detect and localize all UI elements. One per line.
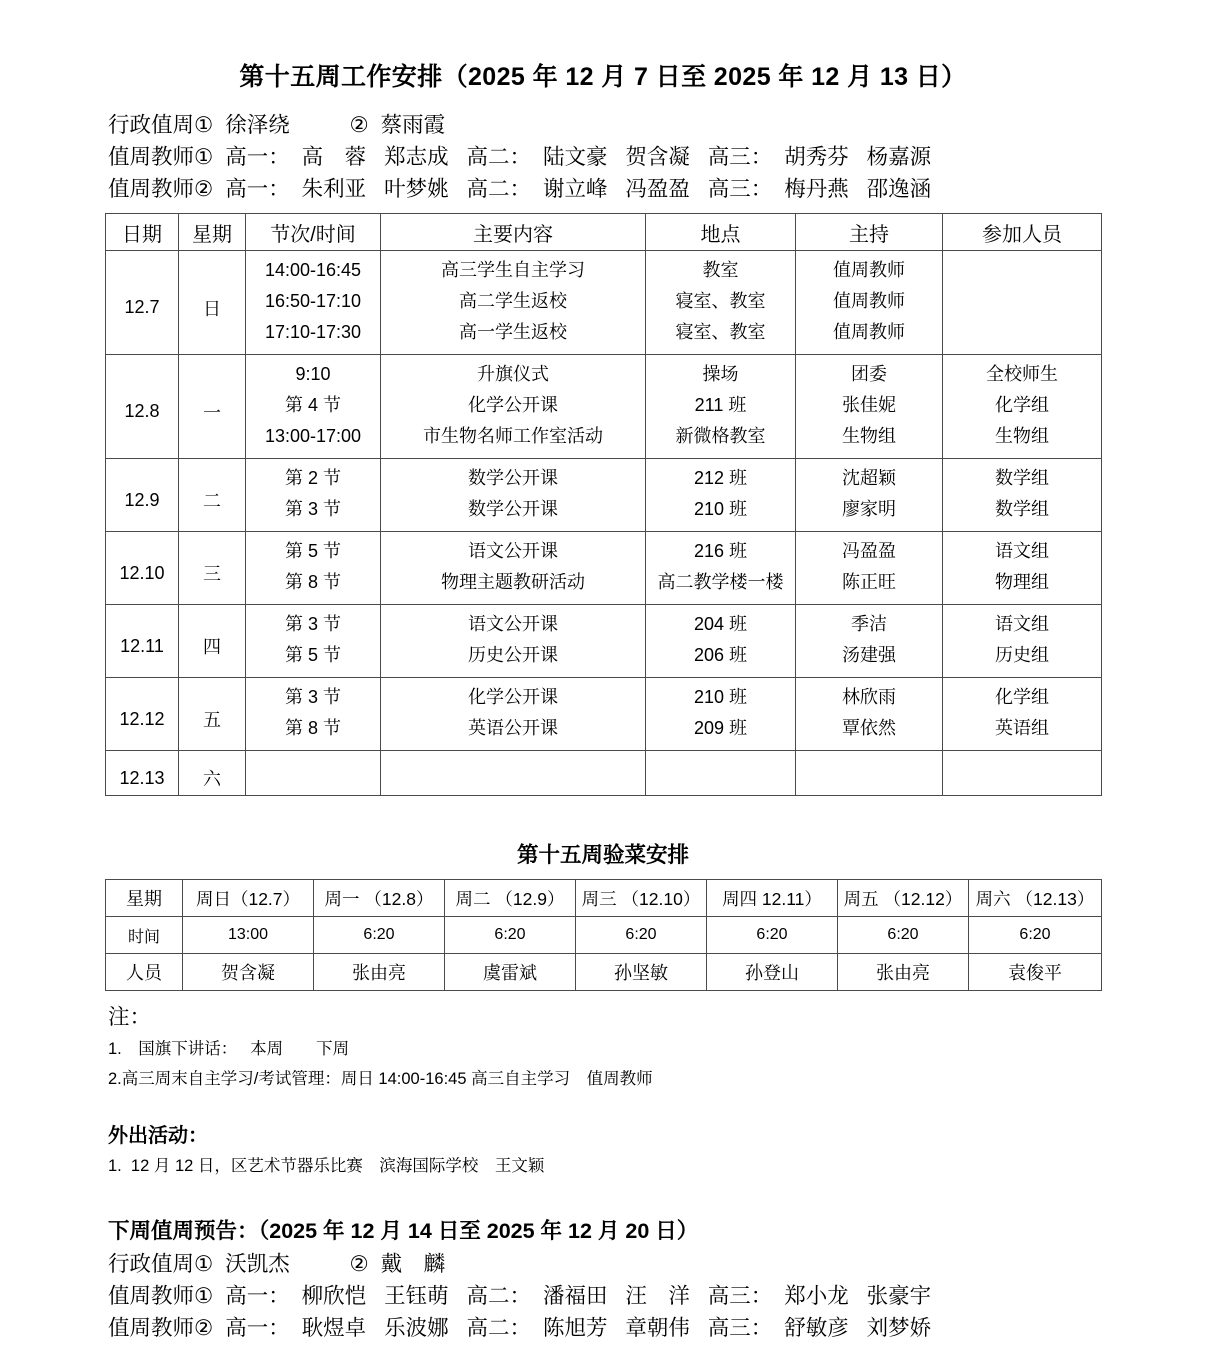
table-row <box>106 251 1102 355</box>
cell-host-line: 覃依然 <box>842 718 896 739</box>
cell-content <box>381 251 646 355</box>
cell-meal-weekday: 周五 （12.12） <box>838 880 969 917</box>
cell-content-line: 高三学生自主学习 <box>441 260 585 281</box>
cell-meal-time: 13:00 <box>183 917 314 954</box>
cell-weekday: 五 <box>179 678 246 751</box>
cell-location-line: 210 班 <box>693 499 748 520</box>
cell-location-line: 209 班 <box>693 718 748 739</box>
duty-header-block <box>108 110 1206 205</box>
cell-location-line: 高二教学楼一楼 <box>657 572 784 593</box>
table-row <box>106 532 1102 605</box>
cell-host <box>796 751 943 796</box>
outing-heading: 外出活动： <box>108 1124 208 1147</box>
weekday-row <box>106 880 1102 917</box>
next-week-title: 下周值周预告：（2025 年 12 月 14 日至 2025 年 12 月 20 日） <box>108 1219 699 1244</box>
cell-participants-line: 数学组 <box>995 499 1049 520</box>
cell-host-line: 陈正旺 <box>842 572 896 593</box>
column-header-participants: 参加人员 <box>943 214 1102 251</box>
table-row <box>106 678 1102 751</box>
cell-period-line: 9:10 <box>295 364 331 385</box>
column-header-host: 主持 <box>796 214 943 251</box>
cell-period <box>246 605 381 678</box>
column-header-period: 节次/时间 <box>246 214 381 251</box>
cell-participants-line: 化学组 <box>995 395 1049 416</box>
cell-weekday: 二 <box>179 459 246 532</box>
cell-host-line: 沈超颖 <box>842 468 896 489</box>
cell-location-line: 寝室、教室 <box>675 291 766 312</box>
cell-period-line: 第 8 节 <box>284 718 341 739</box>
cell-meal-weekday: 周三 （12.10） <box>576 880 707 917</box>
cell-meal-weekday: 周一 （12.8） <box>314 880 445 917</box>
cell-meal-person: 孙登山 <box>707 954 838 991</box>
cell-host-line: 值周教师 <box>833 322 905 343</box>
cell-participants <box>943 605 1102 678</box>
cell-date: 12.7 <box>106 251 179 355</box>
cell-participants-line: 历史组 <box>995 645 1049 666</box>
cell-content-line: 化学公开课 <box>468 687 558 708</box>
cell-content-line: 升旗仪式 <box>477 364 549 385</box>
cell-period-line: 第 5 节 <box>284 541 341 562</box>
cell-location-line: 操场 <box>702 364 739 385</box>
column-header-content: 主要内容 <box>381 214 646 251</box>
notes-heading: 注： <box>108 1005 152 1030</box>
cell-period-line: 第 3 节 <box>284 499 341 520</box>
cell-host <box>796 605 943 678</box>
cell-participants <box>943 751 1102 796</box>
cell-location-line: 新微格教室 <box>675 426 766 447</box>
next-week-block <box>108 1249 1206 1344</box>
cell-meal-person: 张由亮 <box>314 954 445 991</box>
note-item-2: 2.高三周末自主学习/考试管理：周日 14:00-16:45 高三自主学习 值周教师 <box>108 1070 653 1089</box>
cell-participants-line <box>943 286 1101 317</box>
cell-participants-line: 化学组 <box>995 687 1049 708</box>
cell-host-line: 季洁 <box>851 614 887 635</box>
time-row <box>106 917 1102 954</box>
column-header-date: 日期 <box>106 214 179 251</box>
table-header-row <box>106 214 1102 251</box>
cell-host-line: 张佳妮 <box>842 395 896 416</box>
cell-location <box>646 751 796 796</box>
cell-weekday: 六 <box>179 751 246 796</box>
cell-participants-line <box>943 317 1101 348</box>
cell-content-line: 高二学生返校 <box>459 291 567 312</box>
cell-host <box>796 678 943 751</box>
cell-content-line: 数学公开课 <box>468 468 558 489</box>
cell-period-line: 第 4 节 <box>284 395 341 416</box>
cell-content-line: 历史公开课 <box>468 645 558 666</box>
next-week-teacher-line-1: 值周教师① 高一： 柳欣恺 王钰萌 高二： 潘福田 汪 洋 高三： 郑小龙 张豪宇 <box>108 1284 932 1309</box>
cell-content <box>381 459 646 532</box>
cell-host-line: 林欣雨 <box>842 687 896 708</box>
column-header-location: 地点 <box>646 214 796 251</box>
cell-participants <box>943 678 1102 751</box>
cell-location <box>646 678 796 751</box>
cell-date: 12.10 <box>106 532 179 605</box>
cell-date: 12.9 <box>106 459 179 532</box>
cell-period <box>246 459 381 532</box>
cell-location-line: 216 班 <box>693 541 748 562</box>
cell-meal-weekday: 周四 12.11） <box>707 880 838 917</box>
cell-weekday: 一 <box>179 355 246 459</box>
cell-meal-row-label: 人员 <box>106 954 183 991</box>
cell-host-line: 生物组 <box>842 426 896 447</box>
cell-location <box>646 355 796 459</box>
cell-meal-weekday: 周日（12.7） <box>183 880 314 917</box>
cell-participants-line: 全校师生 <box>986 364 1058 385</box>
cell-participants <box>943 355 1102 459</box>
cell-period-line: 16:50-17:10 <box>264 291 362 312</box>
admin-duty-line: 行政值周① 徐泽绕 ② 蔡雨霞 <box>108 113 446 137</box>
cell-host-line: 廖家明 <box>842 499 896 520</box>
cell-meal-person: 虞雷斌 <box>445 954 576 991</box>
duty-teacher-line-1: 值周教师① 高一： 高 蓉 郑志成 高二： 陆文豪 贺含凝 高三： 胡秀芬 杨嘉源 <box>108 144 932 169</box>
cell-participants <box>943 251 1102 355</box>
cell-meal-person: 袁俊平 <box>969 954 1102 991</box>
cell-content-line: 语文公开课 <box>468 541 558 562</box>
cell-location-line: 教室 <box>702 260 739 281</box>
cell-location <box>646 605 796 678</box>
cell-date: 12.11 <box>106 605 179 678</box>
outing-item-1: 1. 12 月 12 日，区艺术节器乐比赛 滨海国际学校 王文颖 <box>108 1156 545 1175</box>
cell-location-line: 204 班 <box>693 614 748 635</box>
meal-inspection-table <box>105 879 1102 991</box>
column-header-weekday: 星期 <box>179 214 246 251</box>
table-row <box>106 355 1102 459</box>
cell-period <box>246 532 381 605</box>
cell-content <box>381 751 646 796</box>
cell-participants <box>943 532 1102 605</box>
next-week-admin-duty-line: 行政值周① 沃凯杰 ② 戴 麟 <box>108 1252 446 1277</box>
cell-meal-person: 张由亮 <box>838 954 969 991</box>
cell-period <box>246 355 381 459</box>
cell-period-line: 14:00-16:45 <box>264 260 362 281</box>
cell-period-line: 第 2 节 <box>284 468 341 489</box>
cell-host <box>796 355 943 459</box>
cell-location-line: 211 班 <box>694 395 747 416</box>
duty-teacher-line-2: 值周教师② 高一： 朱利亚 叶梦姚 高二： 谢立峰 冯盈盈 高三： 梅丹燕 邵逸涵 <box>108 176 932 201</box>
cell-content <box>381 678 646 751</box>
meal-table-body <box>106 880 1102 991</box>
cell-period-line: 第 5 节 <box>284 645 341 666</box>
cell-content <box>381 532 646 605</box>
main-schedule-table-wrapper <box>105 213 1101 796</box>
notes-block <box>108 1001 1206 1094</box>
cell-period <box>246 678 381 751</box>
cell-participants-line: 数学组 <box>995 468 1049 489</box>
page-title: 第十五周工作安排（2025 年 12 月 7 日至 2025 年 12 月 13 日） <box>239 63 967 91</box>
cell-location <box>646 251 796 355</box>
cell-meal-time: 6:20 <box>707 917 838 954</box>
cell-meal-time: 6:20 <box>969 917 1102 954</box>
cell-participants-line: 语文组 <box>995 541 1049 562</box>
cell-host-line: 值周教师 <box>833 260 905 281</box>
cell-location <box>646 459 796 532</box>
cell-content-line <box>381 755 645 789</box>
cell-host <box>796 251 943 355</box>
cell-period-line: 13:00-17:00 <box>264 426 362 447</box>
next-week-teacher-line-2: 值周教师② 高一： 耿煜卓 乐波娜 高二： 陈旭芳 章朝伟 高三： 舒敏彦 刘梦娇 <box>108 1315 932 1340</box>
cell-host <box>796 532 943 605</box>
cell-content <box>381 605 646 678</box>
table-row <box>106 605 1102 678</box>
cell-meal-weekday: 周六 （12.13） <box>969 880 1102 917</box>
cell-host-line: 汤建强 <box>842 645 896 666</box>
cell-content-line: 英语公开课 <box>468 718 558 739</box>
cell-period-line: 第 8 节 <box>284 572 341 593</box>
cell-host-line: 团委 <box>851 364 887 385</box>
cell-meal-time: 6:20 <box>576 917 707 954</box>
cell-period-line: 第 3 节 <box>284 614 341 635</box>
note-item-1: 1. 国旗下讲话： 本周 下周 <box>108 1039 350 1058</box>
cell-content-line: 化学公开课 <box>468 395 558 416</box>
meal-table-wrapper <box>105 879 1101 991</box>
cell-content-line: 数学公开课 <box>468 499 558 520</box>
cell-weekday: 三 <box>179 532 246 605</box>
cell-content-line: 物理主题教研活动 <box>441 572 585 593</box>
cell-participants-line: 生物组 <box>995 426 1049 447</box>
cell-weekday: 日 <box>179 251 246 355</box>
cell-host-line: 冯盈盈 <box>842 541 896 562</box>
cell-meal-time: 6:20 <box>838 917 969 954</box>
cell-date: 12.13 <box>106 751 179 796</box>
cell-meal-person: 孙坚敏 <box>576 954 707 991</box>
cell-meal-row-label: 星期 <box>106 880 183 917</box>
cell-period <box>246 251 381 355</box>
cell-host-line <box>796 755 942 789</box>
cell-meal-time: 6:20 <box>445 917 576 954</box>
cell-content-line: 高一学生返校 <box>459 322 567 343</box>
cell-meal-weekday: 周二 （12.9） <box>445 880 576 917</box>
cell-content-line: 语文公开课 <box>468 614 558 635</box>
cell-location-line <box>646 755 795 789</box>
table-row <box>106 459 1102 532</box>
cell-content <box>381 355 646 459</box>
cell-location-line: 206 班 <box>693 645 748 666</box>
cell-date: 12.12 <box>106 678 179 751</box>
cell-date: 12.8 <box>106 355 179 459</box>
cell-location-line: 寝室、教室 <box>675 322 766 343</box>
cell-period-line: 第 3 节 <box>284 687 341 708</box>
cell-location-line: 210 班 <box>693 687 748 708</box>
cell-meal-person: 贺含凝 <box>183 954 314 991</box>
meal-table-title: 第十五周验菜安排 <box>516 843 689 868</box>
cell-participants-line: 英语组 <box>995 718 1049 739</box>
cell-host <box>796 459 943 532</box>
cell-host-line: 值周教师 <box>833 291 905 312</box>
cell-period-line <box>246 755 380 789</box>
cell-participants-line <box>943 755 1101 789</box>
cell-location-line: 212 班 <box>693 468 748 489</box>
person-row <box>106 954 1102 991</box>
cell-weekday: 四 <box>179 605 246 678</box>
cell-participants-line <box>943 255 1101 286</box>
cell-content-line: 市生物名师工作室活动 <box>423 426 603 447</box>
cell-participants-line: 物理组 <box>995 572 1049 593</box>
table-row <box>106 751 1102 796</box>
cell-location <box>646 532 796 605</box>
cell-period <box>246 751 381 796</box>
cell-meal-time: 6:20 <box>314 917 445 954</box>
cell-period-line: 17:10-17:30 <box>264 322 362 343</box>
main-schedule-table <box>105 213 1102 796</box>
cell-participants <box>943 459 1102 532</box>
cell-meal-row-label: 时间 <box>106 917 183 954</box>
main-schedule-body <box>106 251 1102 796</box>
cell-participants-line: 语文组 <box>995 614 1049 635</box>
